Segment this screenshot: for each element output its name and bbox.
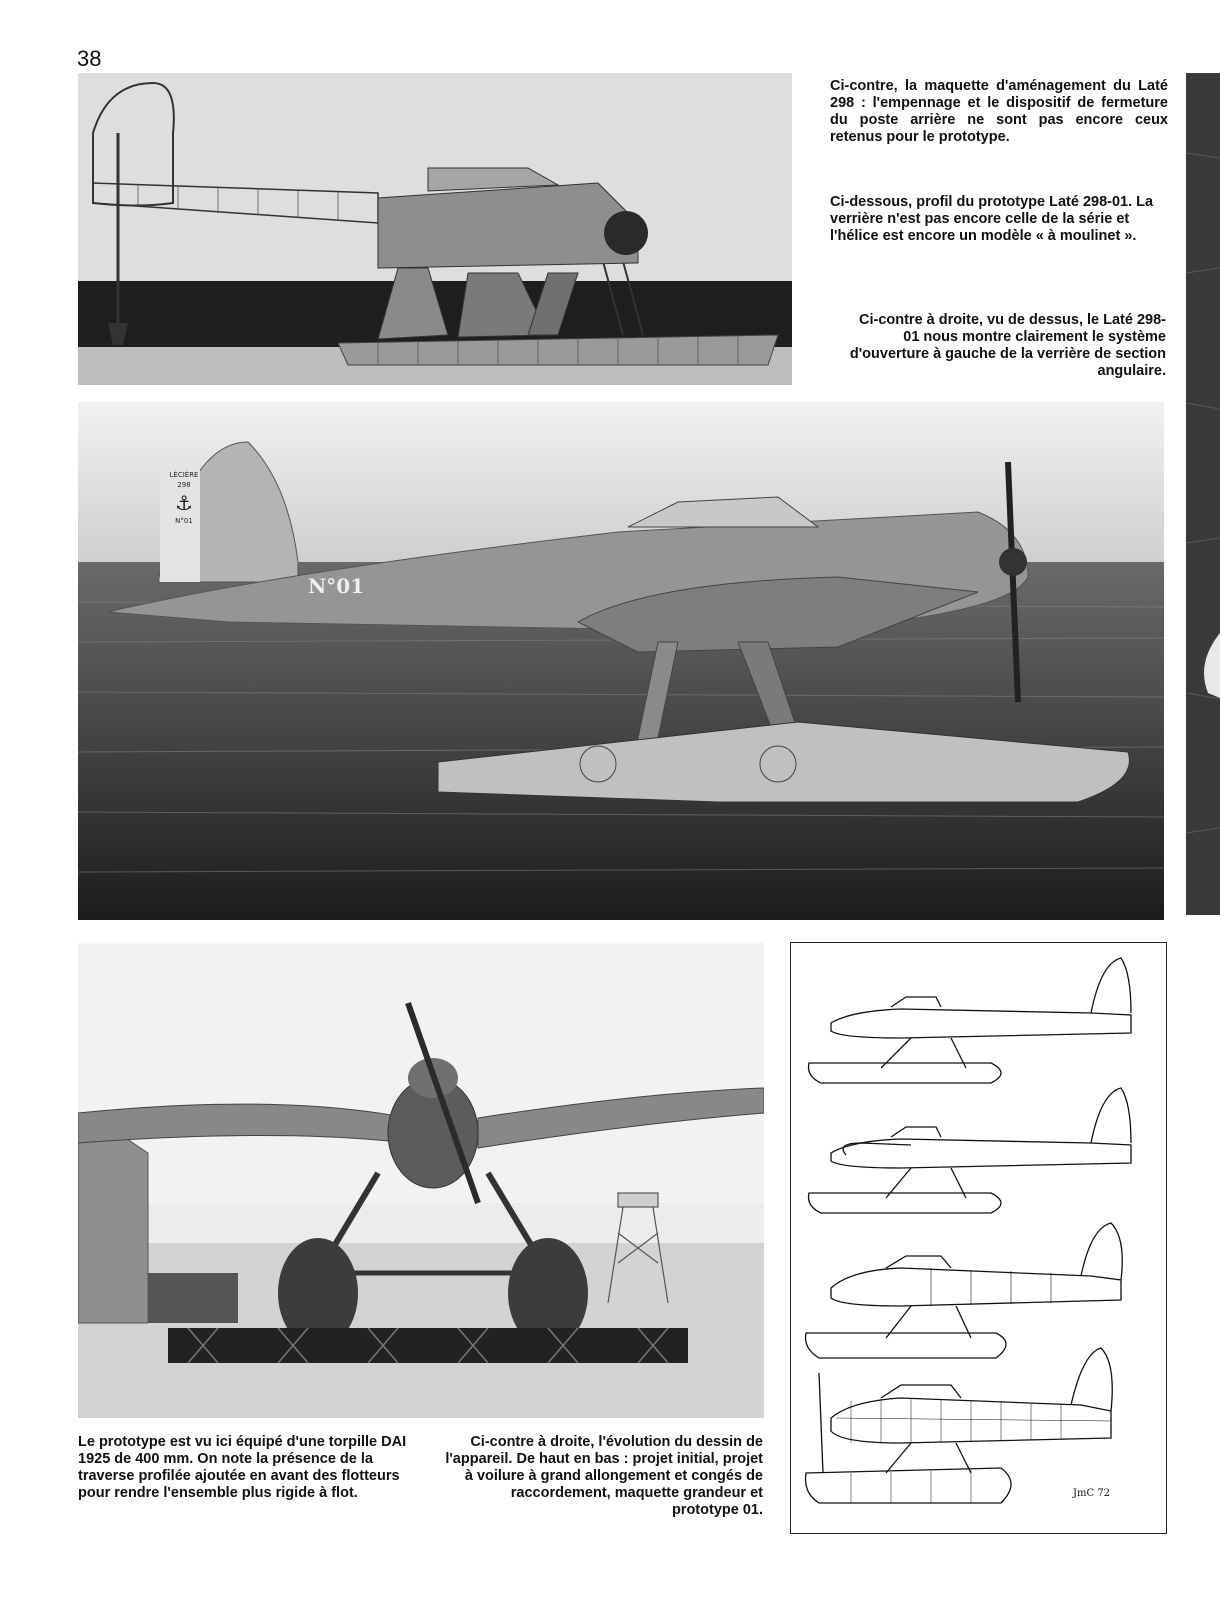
caption-torpedo: Le prototype est vu ici équipé d'une torpille DAI 1925 de 400 mm. On note la présence de la traverse profilée ajoutée en avant des flotteurs pour rendre l'ensemble plus rigide à flot. (78, 1434, 407, 1501)
tail-number: 298 (177, 481, 191, 489)
fuselage-number: N°01 (308, 574, 365, 598)
drawing-prototype-01 (806, 1348, 1113, 1503)
anchor-icon: ⚓ (175, 491, 193, 515)
drawing-high-aspect-wing-project (809, 1088, 1132, 1213)
photo-prototype-torpedo (78, 943, 764, 1418)
tail-text: LÉCIÈRE (169, 471, 199, 479)
caption-prototype-profile: Ci-dessous, profil du prototype Laté 298-01. La verrière n'est pas encore celle de la série et l'hélice est encore un modèle « à moulinet ». (830, 194, 1154, 244)
drawing-full-scale-mockup (806, 1223, 1123, 1358)
photo-mockup (78, 73, 792, 385)
caption-mockup: Ci-contre, la maquette d'aménagement du Laté 298 : l'empennage et le dispositif de fermeture du poste arrière ne sont pas encore ceux retenus pour le prototype. (830, 78, 1168, 145)
caption-evolution: Ci-contre à droite, l'évolution du dessin de l'appareil. De haut en bas : projet initial, projet à voilure à grand allongement et congés de raccordement, maquette grandeur et prototype 01. (445, 1434, 763, 1518)
tail-small-number: N°01 (175, 517, 193, 525)
drawing-initial-project (809, 958, 1132, 1083)
page-number: 38 (77, 46, 102, 71)
evolution-drawings (791, 943, 1166, 1533)
cropped-photo-edge (1186, 73, 1220, 915)
drawing-signature: JmC 72 (1073, 1488, 1111, 1499)
caption-top-view: Ci-contre à droite, vu de dessus, le Laté 298-01 nous montre clairement le système d'ouverture à gauche de la verrière de section angulaire. (849, 312, 1166, 379)
photo-prototype-on-water (78, 402, 1164, 920)
tail-marking (166, 470, 202, 526)
evolution-drawing-panel (790, 942, 1167, 1534)
